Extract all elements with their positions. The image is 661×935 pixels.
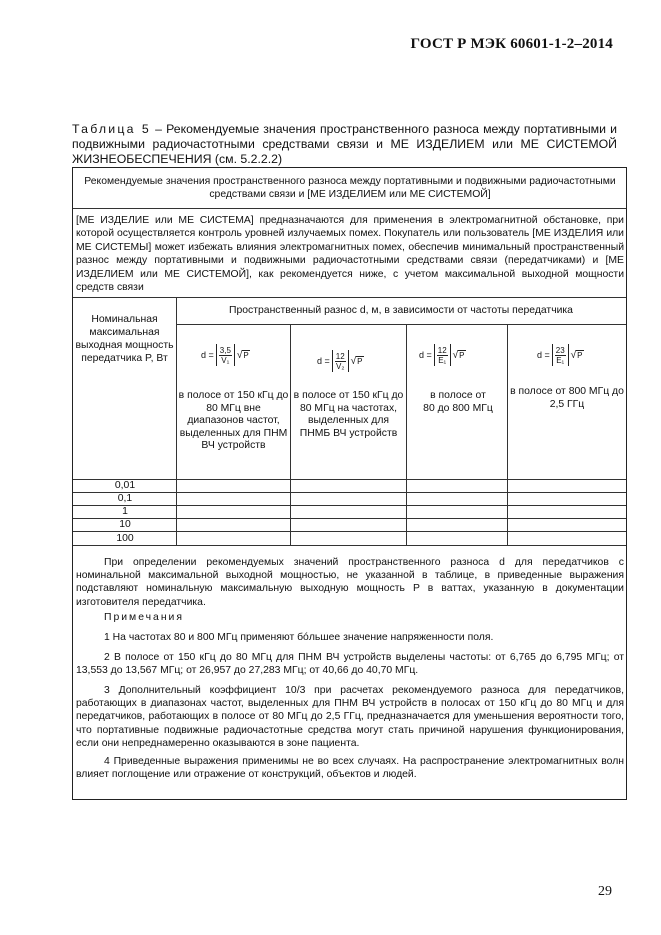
formula-coef-num: 3,5 — [219, 345, 231, 355]
table-rule — [73, 545, 626, 546]
note-item: 3 Дополнительный коэффициент 10/3 при расчетах рекомендуемого разноса для передатчиков, работающих в диапазонах частот, выделенных для ПНМ ВЧ устройств в полосах от 150 кГц до 80 МГц и для передатчиков, работающих в полосе от 80 МГц до 2,5 ГГц, предназначается для уменьшения вероятности того, что портативные подвижные радиочастотные средства могут стать причиной нарушения функционирования, если они непреднамеренно оказываются в зоне пациента. — [76, 685, 624, 749]
table-rule — [176, 324, 626, 325]
table-title: Рекомендуемые значения пространственного разноса между портативными и подвижными радиочастотными средствами связи и [МЕ ИЗДЕЛИЕМ или МЕ СИСТЕМОЙ] — [84, 176, 616, 200]
range-col-2: в полосе от 150 кГц до 80 МГц на частотах, выделенных для ПНМБ ВЧ устройств — [293, 390, 404, 439]
power-row: 0,01 — [114, 480, 136, 491]
sqrt-icon: √ — [570, 349, 577, 361]
table-rule — [176, 297, 177, 545]
formula-col-3 — [419, 344, 466, 366]
formula-col-1 — [201, 344, 250, 366]
range-col-3: в полосе от 80 до 800 МГц — [423, 390, 493, 414]
power-row: 100 — [116, 533, 134, 544]
power-column-header: Номинальная максимальная выходная мощность передатчика P, Вт — [75, 314, 174, 364]
table-rule — [507, 324, 508, 545]
sqrt-icon: √ — [236, 349, 243, 361]
formula-coef-num: 12 — [437, 345, 447, 355]
formula-var: P — [357, 356, 363, 366]
table-caption-text: – Рекомендуемые значения пространственного разноса между портативными и подвижными радиочастотными средствами связи и МЕ ИЗДЕЛИЕМ или МЕ СИСТЕМОЙ ЖИЗНЕОБЕСПЕЧЕНИЯ (см. 5.2.2.2) — [72, 122, 617, 166]
power-row: 10 — [119, 519, 131, 530]
table-rule — [406, 324, 407, 545]
formula-coef-num: 23 — [555, 345, 565, 355]
formula-coef-den: V₂ — [335, 361, 345, 371]
formula-d: d = — [317, 356, 330, 366]
notes-title: Примечания — [104, 612, 184, 623]
formula-d: d = — [537, 350, 550, 360]
formula-coef-den: E₁ — [556, 355, 565, 365]
table-rule — [73, 297, 626, 298]
page-number: 29 — [598, 884, 612, 899]
formula-d: d = — [419, 350, 432, 360]
table-rule — [73, 208, 626, 209]
formula-var: P — [577, 350, 583, 360]
document-header: ГОСТ Р МЭК 60601-1-2–2014 — [410, 36, 613, 52]
formula-var: P — [243, 350, 249, 360]
sqrt-icon: √ — [452, 349, 459, 361]
formula-coef-den: V₁ — [221, 355, 230, 365]
note-intro: При определении рекомендуемых значений пространственного разноса d для передатчиков с номинальной максимальной выходной мощностью, не указанной в таблице, в приведенные выражения подставляют номинальную максимальную выходную мощность P в ваттах, указанную в документации изготовителя передатчика. — [76, 557, 624, 608]
range-col-4: в полосе от 800 МГц до 2,5 ГГц — [510, 386, 624, 410]
formula-col-2 — [317, 350, 364, 372]
power-row: 0,1 — [117, 493, 133, 504]
table-caption — [72, 122, 617, 167]
separation-table — [72, 167, 627, 800]
table-intro: [МЕ ИЗДЕЛИЕ или МЕ СИСТЕМА] предназначаются для применения в электромагнитной обстановке, при которой осуществляется контроль уровней излучаемых помех. Покупатель или пользователь [МЕ ИЗДЕЛИЯ или МЕ СИСТЕМЫ] может избежать влияния электромагнитных помех, обеспечив минимальный пространственный разнос между портативными и подвижными радиочастотными средствами связи (передатчиками) и [МЕ ИЗДЕЛИЕМ или МЕ СИСТЕМОЙ], как рекомендуется ниже, с учетом максимальной выходной мощности средств связи — [76, 215, 624, 294]
formula-coef-den: E₁ — [438, 355, 447, 365]
note-item: 4 Приведенные выражения применимы не во всех случаях. На распространение электромагнитных волн влияет поглощение или отражение от конструкций, объектов и людей. — [76, 756, 624, 781]
table-caption-label: Таблица 5 — [72, 122, 151, 136]
range-col-1: в полосе от 150 кГц до 80 МГц вне диапазонов частот, выделенных для ПНМ ВЧ устройств — [178, 390, 289, 451]
note-item: 1 На частотах 80 и 800 МГц применяют бóльшее значение напряженности поля. — [104, 632, 494, 643]
distance-column-header: Пространственный разнос d, м, в зависимости от частоты передатчика — [229, 305, 573, 316]
formula-col-4 — [537, 344, 584, 366]
power-row: 1 — [122, 506, 128, 517]
note-item: 2 В полосе от 150 кГц до 80 МГц для ПНМ ВЧ устройств выделены частоты: от 6,765 до 6,795 МГц; от 13,553 до 13,567 МГц; от 26,957 до 27,283 МГц; от 40,66 до 40,70 МГц. — [76, 652, 624, 677]
table-rule — [290, 324, 291, 545]
formula-var: P — [459, 350, 465, 360]
formula-d: d = — [201, 350, 214, 360]
formula-coef-num: 12 — [335, 351, 345, 361]
sqrt-icon: √ — [350, 355, 357, 367]
